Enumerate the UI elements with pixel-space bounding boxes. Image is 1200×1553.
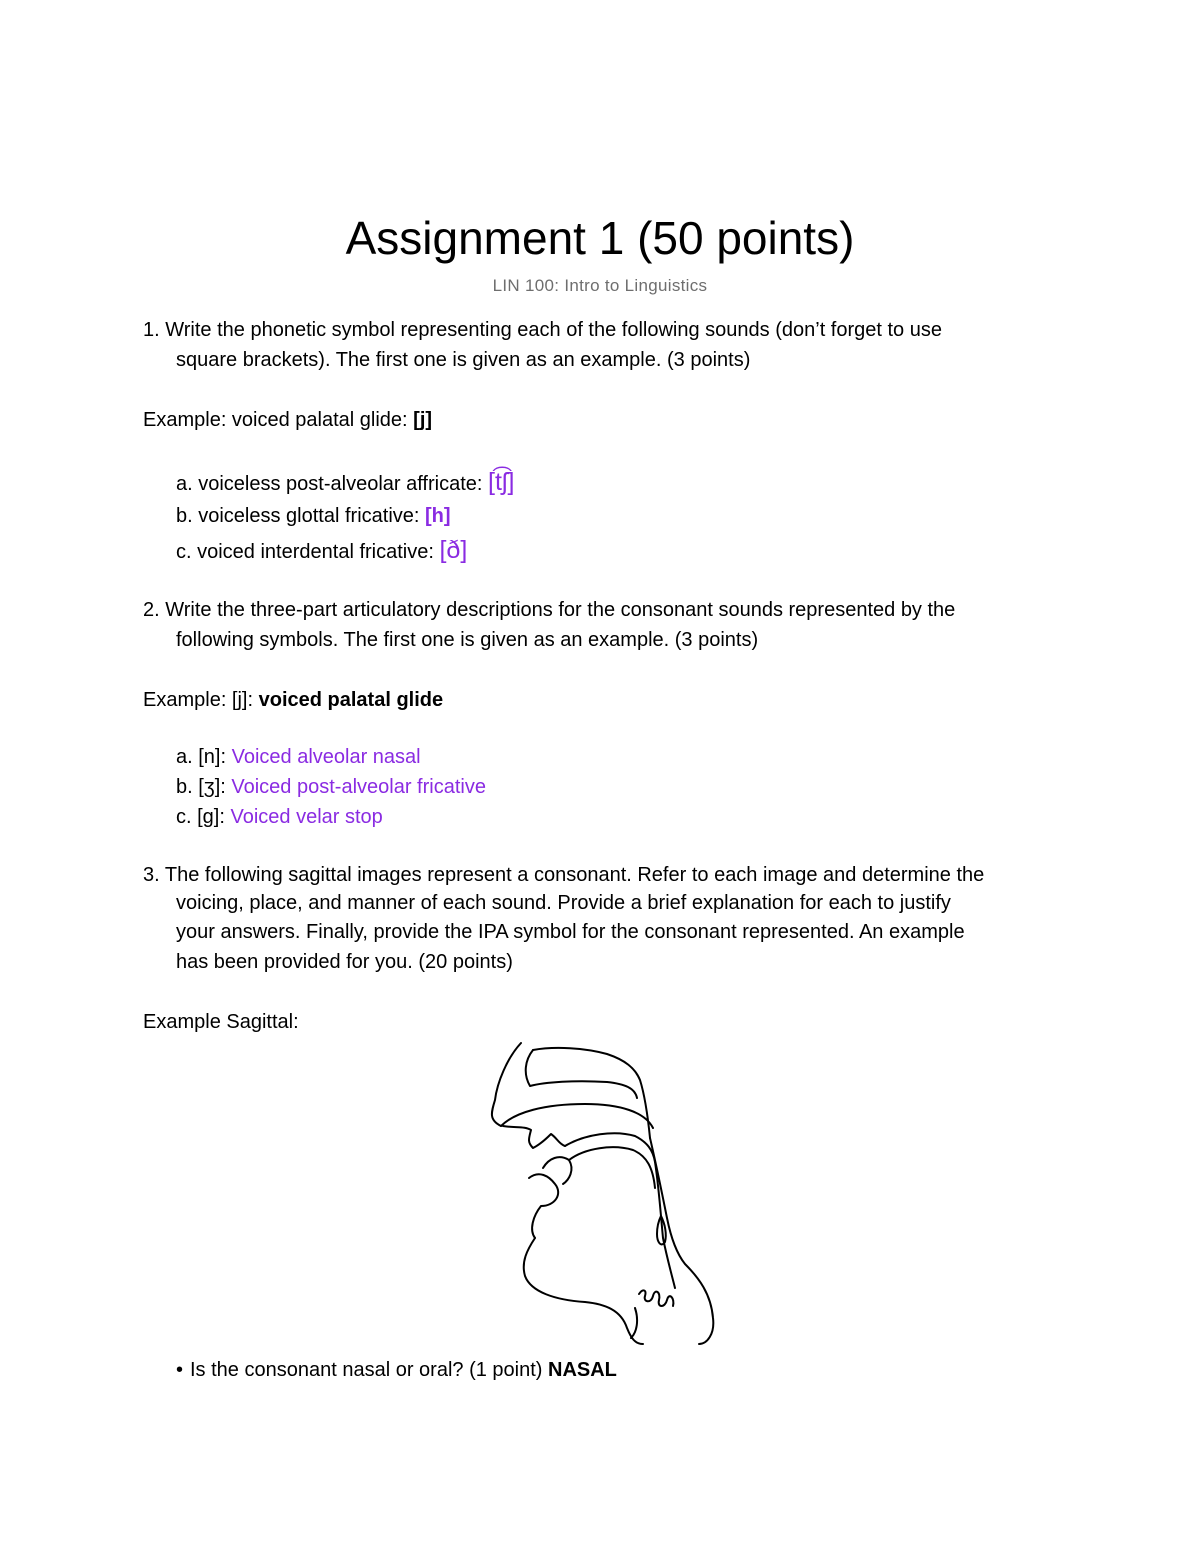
q2-item-c <box>176 803 383 831</box>
q2-item-c-answer: Voiced velar stop <box>230 806 383 828</box>
q1-item-c <box>176 536 467 566</box>
q3-example-label: Example Sagittal: <box>143 1011 299 1033</box>
q1-example <box>143 406 432 434</box>
q2-prompt-line2: following symbols. The first one is given as an example. (3 points) <box>176 629 759 651</box>
q2-item-a-answer: Voiced alveolar nasal <box>231 746 421 768</box>
q2-item-c-label: c. [g]: <box>176 806 231 828</box>
sagittal-diagram <box>485 1038 720 1348</box>
q1-item-a-label: a. voiceless post-alveolar affricate: <box>176 473 489 495</box>
q2-item-a <box>176 743 421 771</box>
q3-prompt-line4: has been provided for you. (20 points) <box>176 951 513 973</box>
q1-item-b-label: b. voiceless glottal fricative: <box>176 505 425 527</box>
q3-prompt-line1: 3. The following sagittal images represent a consonant. Refer to each image and determine the <box>143 864 985 886</box>
q2-example <box>143 686 443 714</box>
bullet-marker: • <box>176 1359 184 1381</box>
q1-item-a <box>176 468 514 498</box>
q2-item-b <box>176 773 486 801</box>
page-subtitle: LIN 100: Intro to Linguistics <box>492 276 708 295</box>
q1-item-b-answer: [h] <box>425 505 451 527</box>
q1-example-prefix: Example: voiced palatal glide: <box>143 409 414 431</box>
q1-item-c-label: c. voiced interdental fricative: <box>176 541 440 563</box>
q3-bullet-answer: NASAL <box>548 1359 617 1381</box>
q1-item-b <box>176 502 451 530</box>
q1-prompt-line2: square brackets). The first one is given as an example. (3 points) <box>176 349 751 371</box>
q3-bullet-item <box>176 1356 617 1384</box>
q1-item-a-answer: [t͡ʃ] <box>488 468 515 496</box>
q3-prompt-line2: voicing, place, and manner of each sound. Provide a brief explanation for each to justify <box>176 892 951 914</box>
q2-item-b-answer: Voiced post-alveolar fricative <box>231 776 486 798</box>
q3-bullet-question: Is the consonant nasal or oral? (1 point) <box>190 1359 548 1381</box>
q3-prompt-line3: your answers. Finally, provide the IPA symbol for the consonant represented. An example <box>176 921 965 943</box>
q2-item-a-label: a. [n]: <box>176 746 232 768</box>
q1-item-c-answer: [ð] <box>439 536 468 564</box>
page-title: Assignment 1 (50 points) <box>345 212 855 264</box>
q2-prompt-line1: 2. Write the three-part articulatory descriptions for the consonant sounds represented by the <box>143 599 956 621</box>
q2-example-answer: voiced palatal glide <box>258 689 444 711</box>
q1-prompt-line1: 1. Write the phonetic symbol representing each of the following sounds (don’t forget to use <box>143 319 942 341</box>
q1-example-answer: [j] <box>413 409 433 431</box>
q2-example-prefix: Example: [j]: <box>143 689 259 711</box>
q2-item-b-label: b. [ʒ]: <box>176 776 232 798</box>
